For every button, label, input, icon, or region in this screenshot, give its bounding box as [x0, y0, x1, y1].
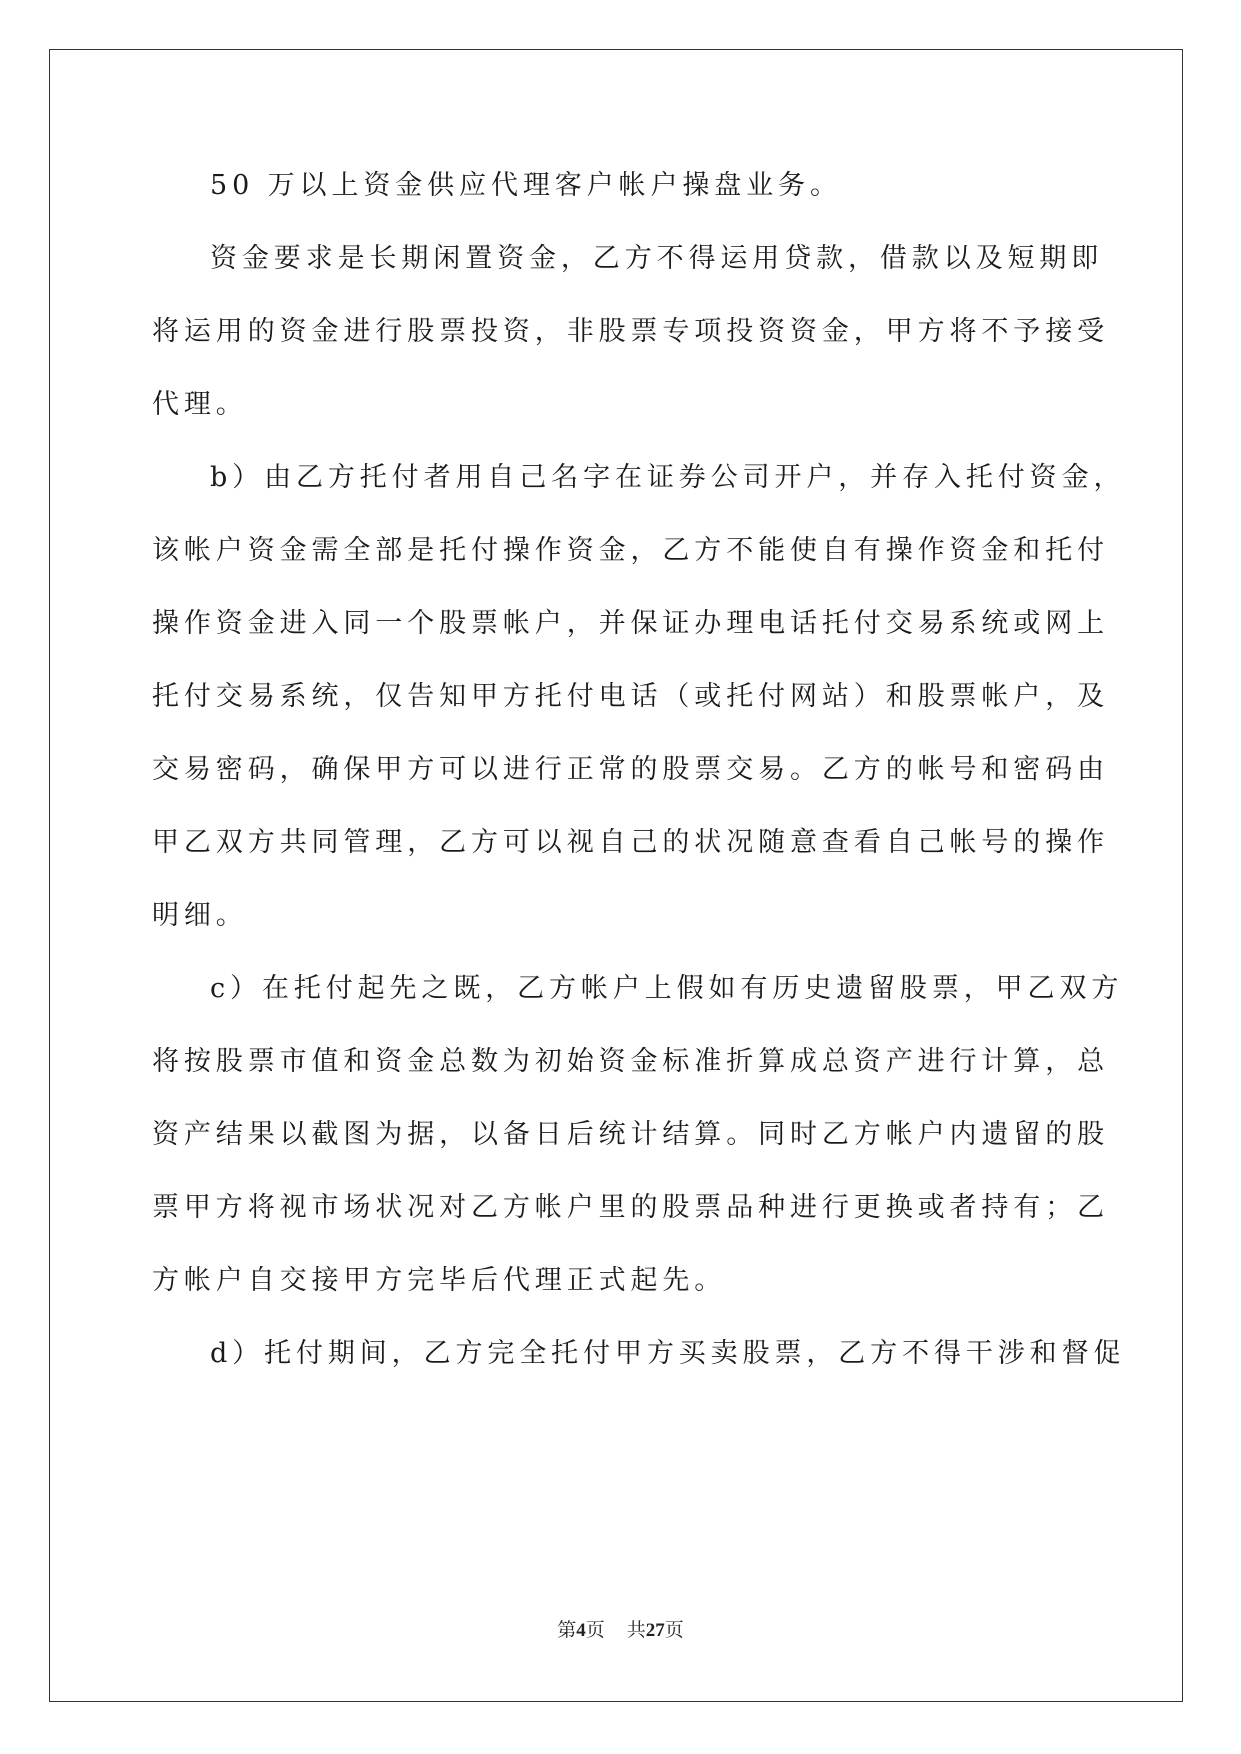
text-line: 操作资金进入同一个股票帐户，并保证办理电话托付交易系统或网上 [152, 608, 1109, 639]
text-line: 资产结果以截图为据，以备日后统计结算。同时乙方帐户内遗留的股 [152, 1119, 1109, 1150]
text-line: c）在托付起先之既，乙方帐户上假如有历史遗留股票，甲乙双方 [210, 973, 1124, 1004]
text-line: d）托付期间，乙方完全托付甲方买卖股票，乙方不得干涉和督促 [210, 1338, 1126, 1369]
text-line: 该帐户资金需全部是托付操作资金，乙方不能使自有操作资金和托付 [152, 535, 1109, 566]
page-number: 4 [576, 1620, 586, 1641]
page-border [49, 49, 1183, 1702]
total-unit: 页 [664, 1620, 684, 1641]
text-line: 资金要求是长期闲置资金，乙方不得运用贷款，借款以及短期即 [210, 243, 1104, 274]
text-line: 将运用的资金进行股票投资，非股票专项投资资金，甲方将不予接受 [152, 316, 1109, 347]
text-line: 甲乙双方共同管理，乙方可以视自己的状况随意查看自己帐号的操作 [152, 827, 1109, 858]
page-unit: 页 [585, 1620, 605, 1641]
text-line: 托付交易系统，仅告知甲方托付电话（或托付网站）和股票帐户，及 [152, 681, 1109, 712]
page-footer [0, 1615, 1241, 1642]
text-line: b）由乙方托付者用自己名字在证券公司开户，并存入托付资金， [210, 462, 1126, 493]
text-line: 将按股票市值和资金总数为初始资金标准折算成总资产进行计算，总 [152, 1046, 1109, 1077]
total-prefix: 共 [626, 1620, 646, 1641]
page-prefix: 第 [557, 1620, 577, 1641]
total-pages: 27 [645, 1620, 665, 1641]
text-line: 代理。 [152, 389, 248, 420]
text-line: 方帐户自交接甲方完毕后代理正式起先。 [152, 1265, 727, 1296]
text-line: 交易密码，确保甲方可以进行正常的股票交易。乙方的帐号和密码由 [152, 754, 1109, 785]
text-line: 票甲方将视市场状况对乙方帐户里的股票品种进行更换或者持有；乙 [152, 1192, 1109, 1223]
text-line: 明细。 [152, 900, 248, 931]
text-line: 50 万以上资金供应代理客户帐户操盘业务。 [210, 170, 842, 201]
